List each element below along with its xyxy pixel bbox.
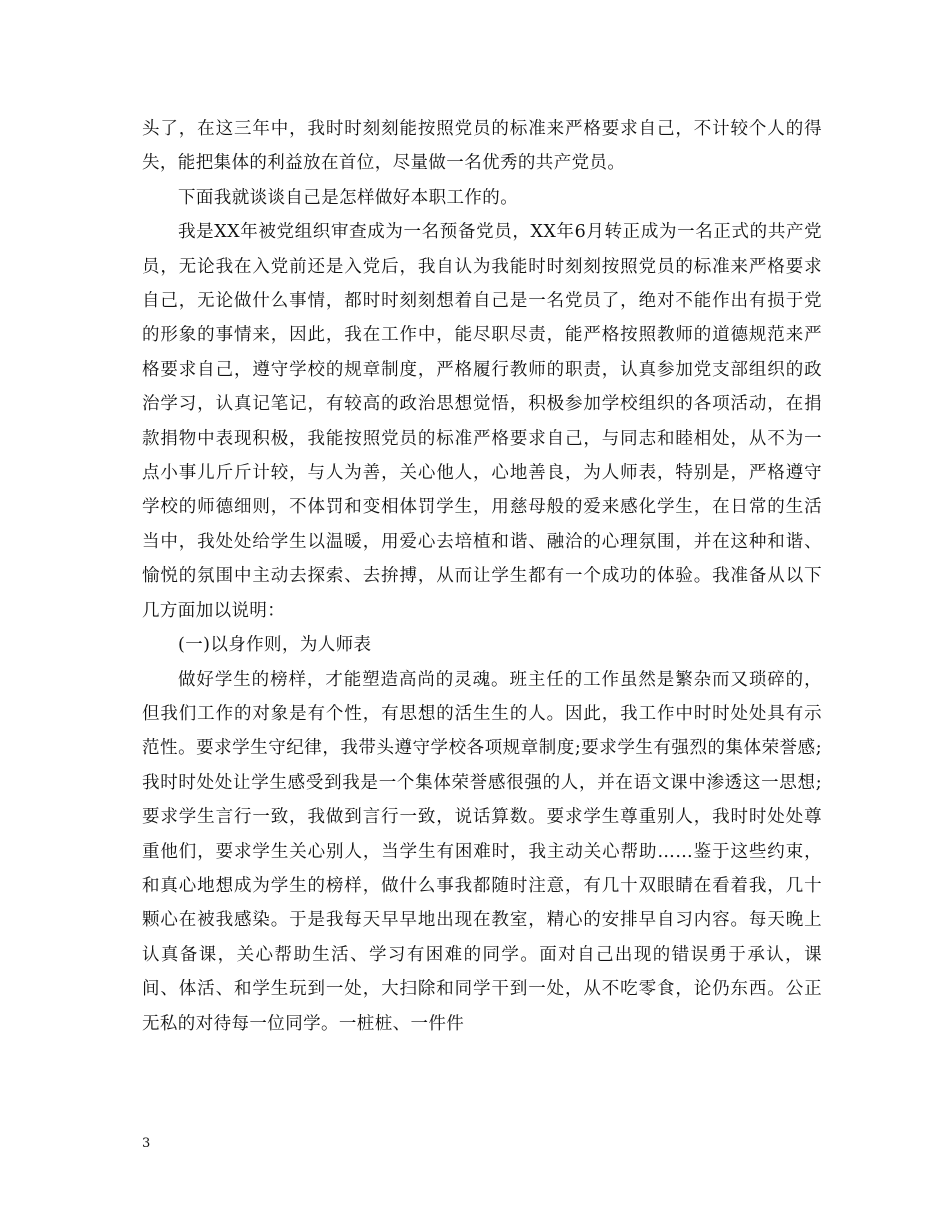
paragraph: 做好学生的榜样，才能塑造高尚的灵魂。班主任的工作虽然是繁杂而又琐碎的，但我们工作的对象是有个性，有思想的活生生的人。因此，我工作中时时处处具有示范性。要求学生守纪律，我带头遵守学校各项规章制度;要求学生有强烈的集体荣誉感;我时时处处让学生感受到我是一个集体荣誉感很强的人，并在语文课中渗透这一思想;要求学生言行一致，我做到言行一致，说话算数。要求学生尊重别人，我时时处处尊重他们，要求学生关心别人，当学生有困难时，我主动关心帮助……鉴于这些约束，和真心地想成为学生的榜样，做什么事我都随时注意，有几十双眼睛在看着我，几十颗心在被我感染。于是我每天早早地出现在教室，精心的安排早自习内容。每天晚上认真备课，关心帮助生活、学习有困难的同学。面对自己出现的错误勇于承认，课间、体活、和学生玩到一处，大扫除和同学干到一处，从不吃零食，论仍东西。公正无私的对待每一位同学。一桩桩、一件件	[142, 669, 822, 1034]
paragraph: 下面我就谈谈自己是怎样做好本职工作的。	[178, 187, 519, 208]
page-number: 3	[142, 1136, 151, 1151]
paragraph: 头了，在这三年中，我时时刻刻能按照党员的标准来严格要求自己，不计较个人的得失，能把集体的利益放在首位，尽量做一名优秀的共产党员。	[142, 119, 822, 174]
paragraph: 我是XX年被党组织审查成为一名预备党员，XX年6月转正成为一名正式的共产党员，无论我在入党前还是入党后，我自认为我能时时刻刻按照党员的标准来严格要求自己，无论做什么事情，都时时刻刻想着自己是一名党员了，绝对不能作出有损于党的形象的事情来，因此，我在工作中，能尽职尽责，能严格按照教师的道德规范来严格要求自己，遵守学校的规章制度，严格履行教师的职责，认真参加党支部组织的政治学习，认真记笔记，有较高的政治思想觉悟，积极参加学校组织的各项活动，在捐款捐物中表现积极，我能按照党员的标准严格要求自己，与同志和睦相处，从不为一点小事儿斤斤计较，与人为善，关心他人，心地善良，为人师表，特别是，严格遵守学校的师德细则，不体罚和变相体罚学生，用慈母般的爱来感化学生，在日常的生活当中，我处处给学生以温暖，用爱心去培植和谐、融洽的心理氛围，并在这种和谐、愉悦的氛围中主动去探索、去拚搏，从而让学生都有一个成功的体验。我准备从以下几方面加以说明：	[142, 222, 822, 621]
body-text	[142, 112, 822, 1041]
section-heading: (一)以身作则，为人师表	[178, 635, 372, 656]
